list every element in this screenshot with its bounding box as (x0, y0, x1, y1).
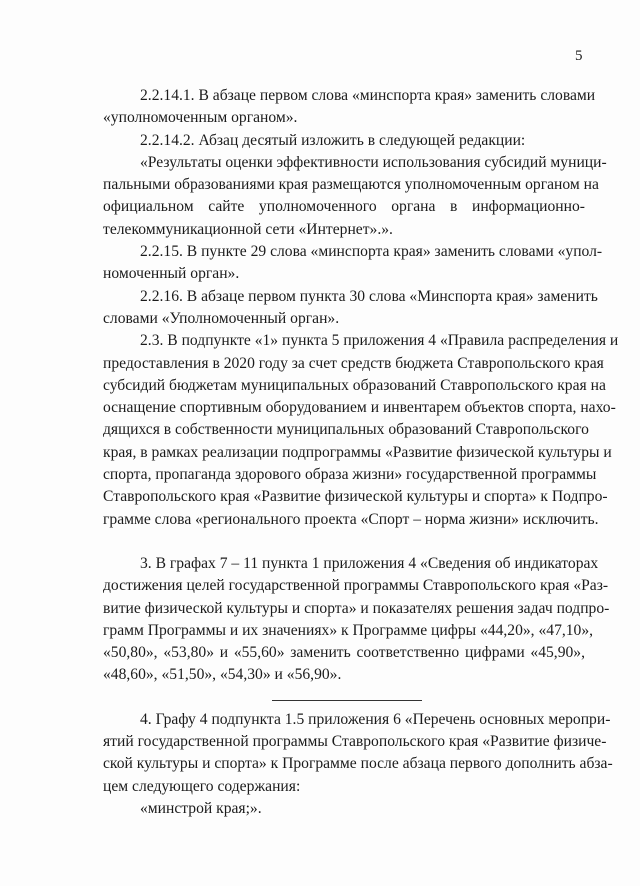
paragraph (103, 798, 585, 820)
paragraph (103, 85, 596, 130)
text-line: «50,80», «53,80» и «55,60» заменить соответственно цифрами «45,90», (103, 644, 585, 662)
text-line: края, в рамках реализации подпрограммы «Развитие физической культуры и (103, 443, 612, 461)
text-line: официальном сайте уполномоченного органа в информационно- (103, 198, 585, 216)
text-line: витие физической культуры и спорта» и показателях решения задач подпро- (103, 599, 610, 617)
text-line: Ставропольского края «Развитие физической культуры и спорта» к Подпро- (103, 488, 608, 506)
paragraph (103, 152, 607, 241)
text-line: ятий государственной программы Ставропольского края «Развитие физиче- (103, 733, 607, 751)
text-line: дящихся в собственности муниципальных образований Ставропольского (103, 421, 589, 439)
paragraph-gap (103, 687, 585, 709)
text-line: «минстрой края;». (140, 799, 262, 817)
text-line: грамме слова «регионального проекта «Спорт – норма жизни» исключить. (103, 510, 599, 528)
paragraph (103, 286, 598, 331)
text-line: 3. В графах 7 – 11 пункта 1 приложения 4 «Сведения об индикаторах (140, 554, 599, 572)
text-line: номоченный орган». (103, 265, 240, 283)
text-line: словами «Уполномоченный орган». (103, 309, 340, 327)
text-line: ской культуры и спорта» к Программе после абзаца первого дополнить абза- (103, 755, 613, 773)
text-line: 2.2.15. В пункте 29 слова «минспорта края» заменить словами «упол- (140, 243, 603, 261)
closing-rule (272, 700, 422, 701)
text-line: «48,60», «51,50», «54,30» и «56,90». (103, 666, 342, 684)
text-line: 4. Графу 4 подпункта 1.5 приложения 6 «Перечень основных меропри- (140, 710, 611, 728)
text-line: пальными образованиями края размещаются уполномоченным органом на (103, 176, 599, 194)
text-line: 2.2.14.1. В абзаце первом слова «минспорта края» заменить словами (140, 87, 596, 104)
text-line: 2.2.16. В абзаце первом пункта 30 слова «Минспорта края» заменить (140, 287, 598, 305)
text-line: «уполномоченным органом». (103, 109, 298, 127)
document-body (103, 85, 619, 820)
text-line: цем следующего содержания: (103, 777, 301, 795)
text-line: 2.3. В подпункте «1» пункта 5 приложения 4 «Правила распределения и (140, 332, 619, 350)
text-line: субсидий бюджетам муниципальных образований Ставропольского края на (103, 376, 606, 394)
text-line: «Результаты оценки эффективности использования субсидий муници- (140, 153, 607, 171)
paragraph (103, 130, 585, 152)
paragraph (103, 553, 610, 687)
text-line: 2.2.14.2. Абзац десятый изложить в следующей редакции: (140, 131, 526, 149)
paragraph-gap (103, 531, 585, 553)
paragraph (103, 241, 603, 286)
paragraph (103, 709, 613, 798)
text-line: оснащение спортивным оборудованием и инвентарем объектов спорта, нахо- (103, 399, 616, 417)
text-line: предоставления в 2020 году за счет средств бюджета Ставропольского края (103, 354, 604, 372)
text-line: спорта, пропаганда здорового образа жизни» государственной программы (103, 466, 597, 484)
text-line: телекоммуникационной сети «Интернет».». (103, 220, 393, 238)
page-number: 5 (575, 48, 583, 64)
text-line: грамм Программы и их значениях» к Программе цифры «44,20», «47,10», (103, 621, 594, 639)
paragraph (103, 330, 619, 531)
text-line: достижения целей государственной программы Ставропольского края «Раз- (103, 577, 609, 595)
